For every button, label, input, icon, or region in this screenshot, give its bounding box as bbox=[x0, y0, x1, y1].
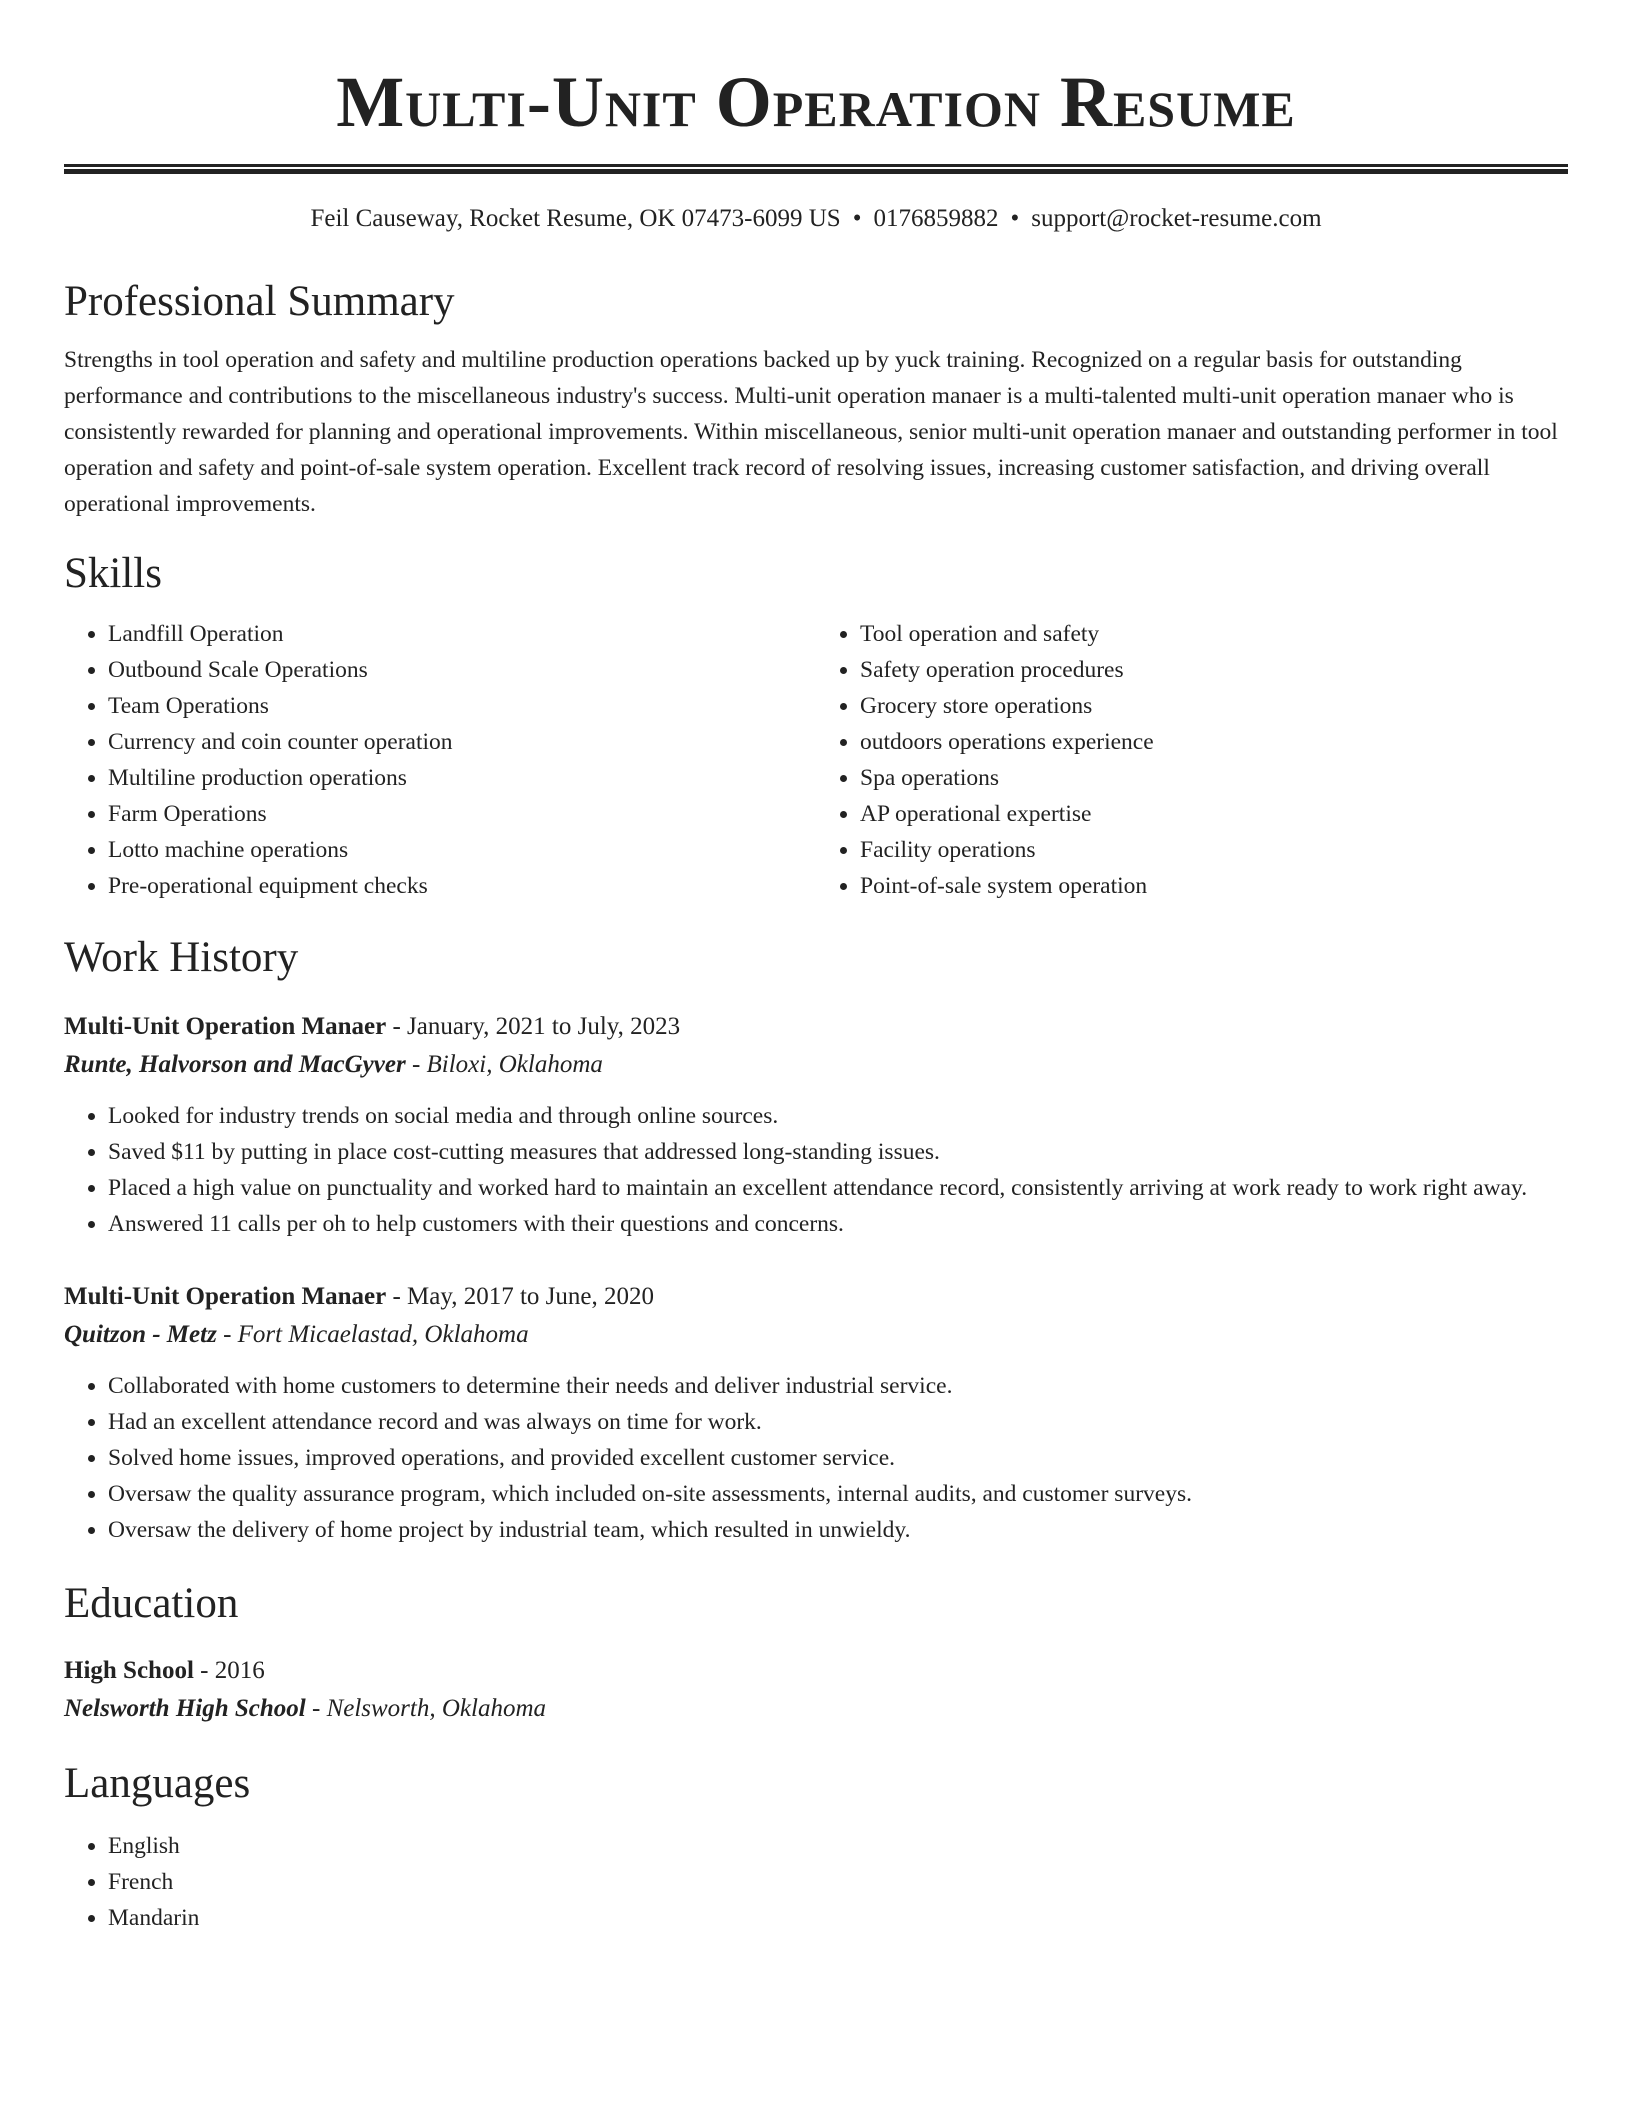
summary-heading: Professional Summary bbox=[64, 278, 455, 325]
contact-email: support@rocket-resume.com bbox=[1031, 205, 1322, 232]
language-item: • French bbox=[108, 1864, 1568, 1900]
skill-item: • Outbound Scale Operations bbox=[108, 652, 816, 688]
languages-list bbox=[64, 1828, 1568, 1936]
job-company-line: Runte, Halvorson and MacGyver - Biloxi, Oklahoma bbox=[64, 1051, 603, 1078]
education-heading: Education bbox=[64, 1580, 239, 1627]
job-title: Multi-Unit Operation Manaer bbox=[64, 1013, 387, 1040]
education-location: Nelsworth, Oklahoma bbox=[326, 1695, 547, 1722]
skill-item: • Multiline production operations bbox=[108, 760, 816, 796]
job-duty: • Had an excellent attendance record and was always on time for work. bbox=[108, 1404, 1568, 1440]
job-entry bbox=[64, 1278, 1568, 1548]
job-duty: • Oversaw the quality assurance program, which included on-site assessments, internal audits, and customer surveys. bbox=[108, 1476, 1568, 1512]
education-school-line: Nelsworth High School - Nelsworth, Oklahoma bbox=[64, 1695, 547, 1722]
skill-item: • Currency and coin counter operation bbox=[108, 724, 816, 760]
job-duties bbox=[64, 1098, 1568, 1242]
job-duty: • Placed a high value on punctuality and worked hard to maintain an excellent attendance record, consistently arriving at work ready to work right away. bbox=[108, 1170, 1568, 1206]
job-title-line: Multi-Unit Operation Manaer - May, 2017 to June, 2020 bbox=[64, 1283, 654, 1310]
job-duty: • Saved $11 by putting in place cost-cutting measures that addressed long-standing issues. bbox=[108, 1134, 1568, 1170]
contact-separator: • bbox=[1010, 205, 1020, 232]
languages-heading: Languages bbox=[64, 1760, 251, 1807]
job-duty: • Solved home issues, improved operations, and provided excellent customer service. bbox=[108, 1440, 1568, 1476]
job-company-line: Quitzon - Metz - Fort Micaelastad, Oklahoma bbox=[64, 1321, 529, 1348]
education-entry bbox=[64, 1652, 1568, 1728]
contact-separator: • bbox=[852, 205, 862, 232]
education-degree: High School bbox=[64, 1657, 194, 1684]
job-dates: January, 2021 to July, 2023 bbox=[407, 1013, 681, 1040]
job-location: Biloxi, Oklahoma bbox=[426, 1051, 603, 1078]
skill-item: • outdoors operations experience bbox=[860, 724, 1568, 760]
skill-item: • Spa operations bbox=[860, 760, 1568, 796]
skill-item: • Tool operation and safety bbox=[860, 616, 1568, 652]
education-degree-line: High School - 2016 bbox=[64, 1657, 265, 1684]
job-duties bbox=[64, 1368, 1568, 1548]
skill-item: • Grocery store operations bbox=[860, 688, 1568, 724]
skill-item: • Pre-operational equipment checks bbox=[108, 868, 816, 904]
job-title-line: Multi-Unit Operation Manaer - January, 2021 to July, 2023 bbox=[64, 1013, 681, 1040]
job-title: Multi-Unit Operation Manaer bbox=[64, 1283, 387, 1310]
skills-columns bbox=[64, 616, 1568, 904]
skill-item: • Farm Operations bbox=[108, 796, 816, 832]
skill-item: • Facility operations bbox=[860, 832, 1568, 868]
education-year: 2016 bbox=[214, 1657, 265, 1684]
skills-list-left bbox=[64, 616, 816, 904]
skill-item: • Lotto machine operations bbox=[108, 832, 816, 868]
skills-list-right bbox=[816, 616, 1568, 904]
resume-title: Multi-Unit Operation Resume bbox=[336, 62, 1296, 142]
skills-heading: Skills bbox=[64, 550, 162, 597]
job-duty: • Answered 11 calls per oh to help customers with their questions and concerns. bbox=[108, 1206, 1568, 1242]
language-item: • Mandarin bbox=[108, 1900, 1568, 1936]
skill-item: • Team Operations bbox=[108, 688, 816, 724]
skill-item: • Point-of-sale system operation bbox=[860, 868, 1568, 904]
work-history-heading: Work History bbox=[64, 934, 299, 981]
skill-item: • Landfill Operation bbox=[108, 616, 816, 652]
education-school: Nelsworth High School bbox=[64, 1695, 306, 1722]
job-location: Fort Micaelastad, Oklahoma bbox=[237, 1321, 529, 1348]
job-duty: • Oversaw the delivery of home project by industrial team, which resulted in unwieldy. bbox=[108, 1512, 1568, 1548]
skill-item: • AP operational expertise bbox=[860, 796, 1568, 832]
job-duty: • Collaborated with home customers to determine their needs and deliver industrial service. bbox=[108, 1368, 1568, 1404]
language-item: • English bbox=[108, 1828, 1568, 1864]
summary-text: Strengths in tool operation and safety and multiline production operations backed up by yuck training. Recognized on a regular basis for outstanding performance and contributions to the miscellaneous industry's success. Multi-unit operation manaer is a multi-talented multi-unit operation manaer who is consistently rewarded for planning and operational improvements. Within miscellaneous, senior multi-unit operation manaer and outstanding performer in tool operation and safety and point-of-sale system operation. Excellent track record of resolving issues, increasing customer satisfaction, and driving overall operational improvements. bbox=[64, 347, 1558, 517]
job-company: Quitzon - Metz bbox=[64, 1321, 217, 1348]
job-company: Runte, Halvorson and MacGyver bbox=[64, 1051, 406, 1078]
skill-item: • Safety operation procedures bbox=[860, 652, 1568, 688]
contact-line bbox=[64, 202, 1568, 236]
title-divider bbox=[64, 164, 1568, 174]
languages-section bbox=[64, 1828, 1568, 1936]
job-dates: May, 2017 to June, 2020 bbox=[407, 1283, 654, 1310]
job-duty: • Looked for industry trends on social media and through online sources. bbox=[108, 1098, 1568, 1134]
job-entry bbox=[64, 1008, 1568, 1242]
contact-phone: 0176859882 bbox=[873, 205, 999, 232]
contact-address: Feil Causeway, Rocket Resume, OK 07473-6099 US bbox=[310, 205, 841, 232]
